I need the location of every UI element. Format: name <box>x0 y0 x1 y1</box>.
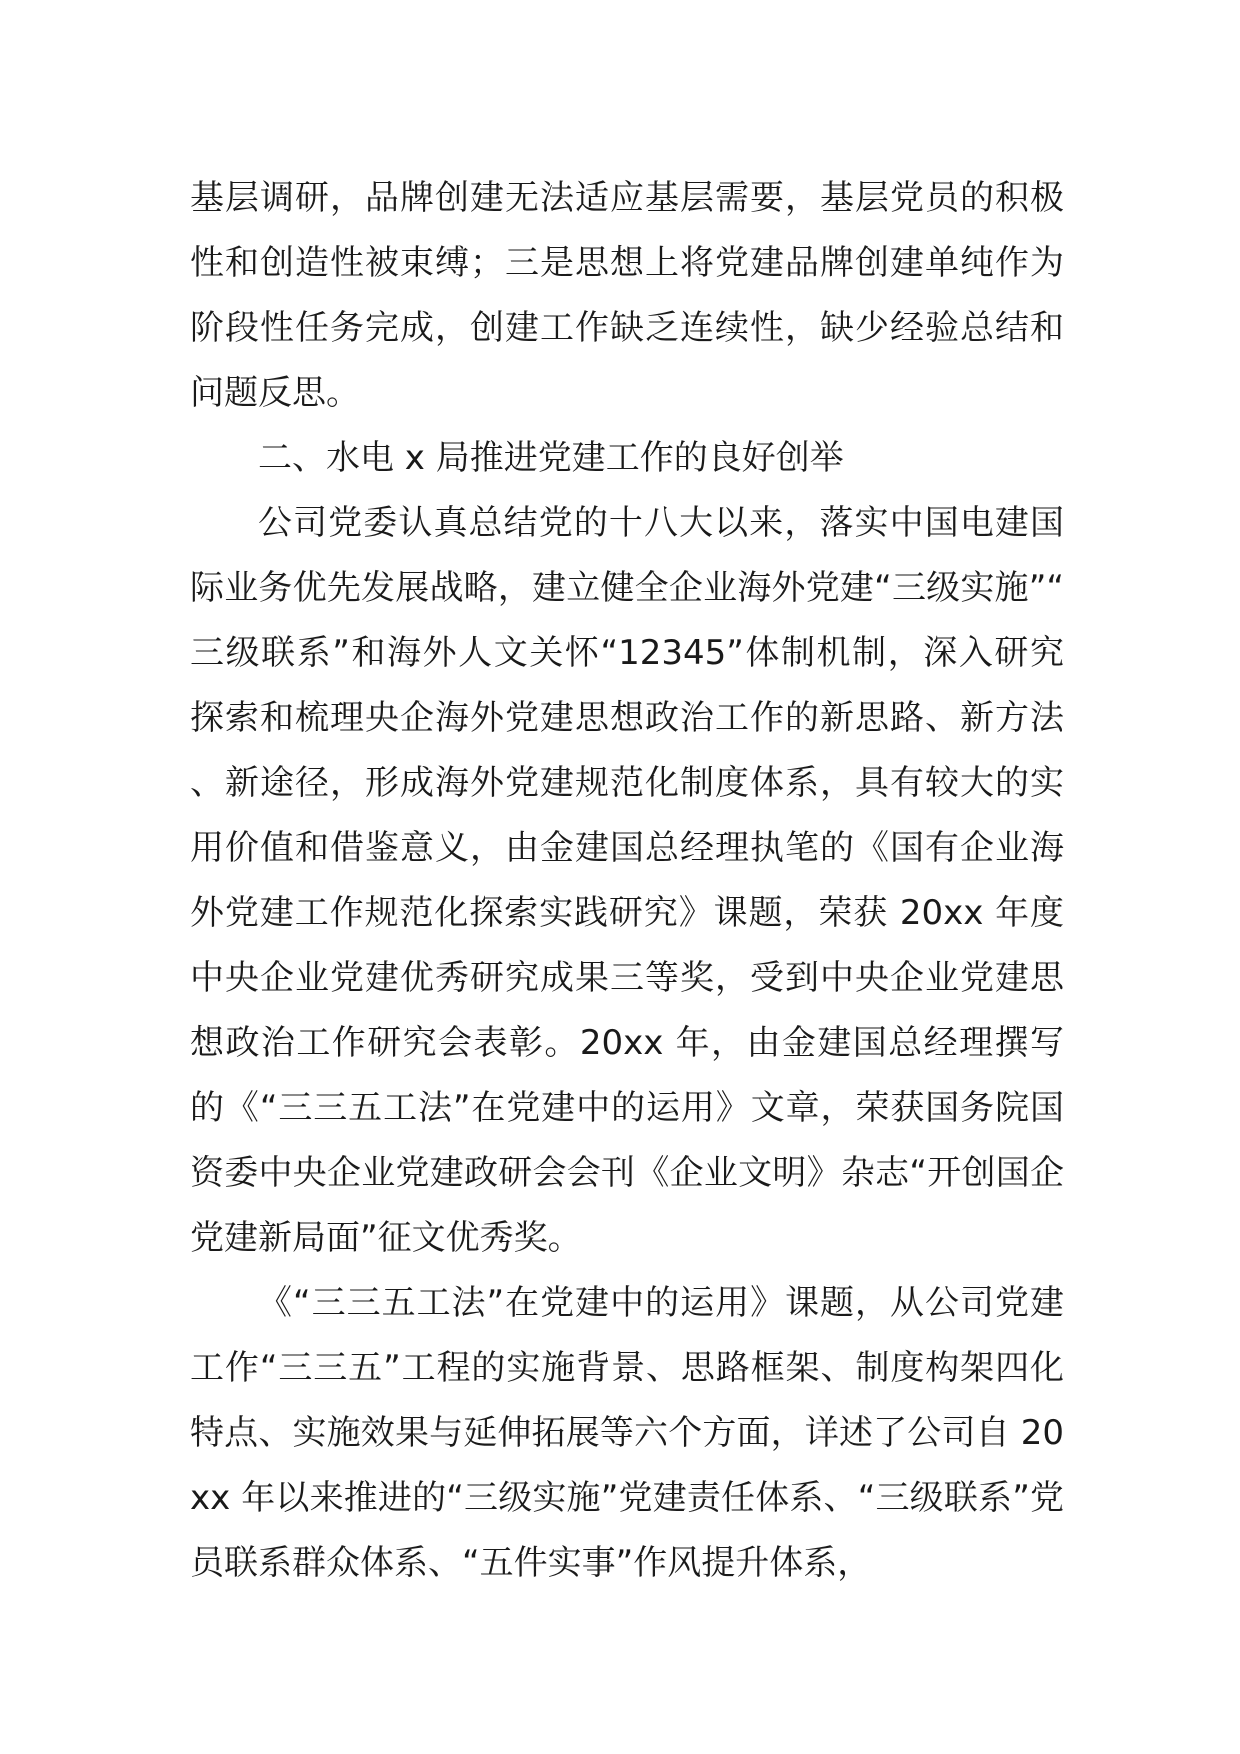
paragraph: 公司党委认真总结党的十八大以来，落实中国电建国际业务优先发展战略，建立健全企业海外党建“三级实施”“三级联系”和海外人文关怀“12345”体制机制，深入研究探索和梳理央企海外党建思想政治工作的新思路、新方法、新途径，形成海外党建规范化制度体系，具有较大的实用价值和借鉴意义，由金建国总经理执笔的《国有企业海外党建工作规范化探索实践研究》课题，荣获 20xx 年度中央企业党建优秀研究成果三等奖，受到中央企业党建思想政治工作研究会表彰。20xx 年，由金建国总经理撰写的《“三三五工法”在党建中的运用》文章，荣获国务院国资委中央企业党建政研会会刊《企业文明》杂志“开创国企党建新局面”征文优秀奖。 <box>190 503 1064 1258</box>
paragraph-continued: 基层调研，品牌创建无法适应基层需要，基层党员的积极性和创造性被束缚；三是思想上将党建品牌创建单纯作为阶段性任务完成，创建工作缺乏连续性，缺少经验总结和问题反思。 <box>190 178 1064 413</box>
paragraph: 《“三三五工法”在党建中的运用》课题，从公司党建工作“三三五”工程的实施背景、思路框架、制度构架四化特点、实施效果与延伸拓展等六个方面，详述了公司自 20xx 年以来推进的“三级实施”党建责任体系、“三级联系”党员联系群众体系、“五件实事”作风提升体系， <box>190 1283 1064 1583</box>
section-heading: 二、水电 x 局推进党建工作的良好创举 <box>258 438 844 478</box>
document-body <box>190 166 1064 1596</box>
